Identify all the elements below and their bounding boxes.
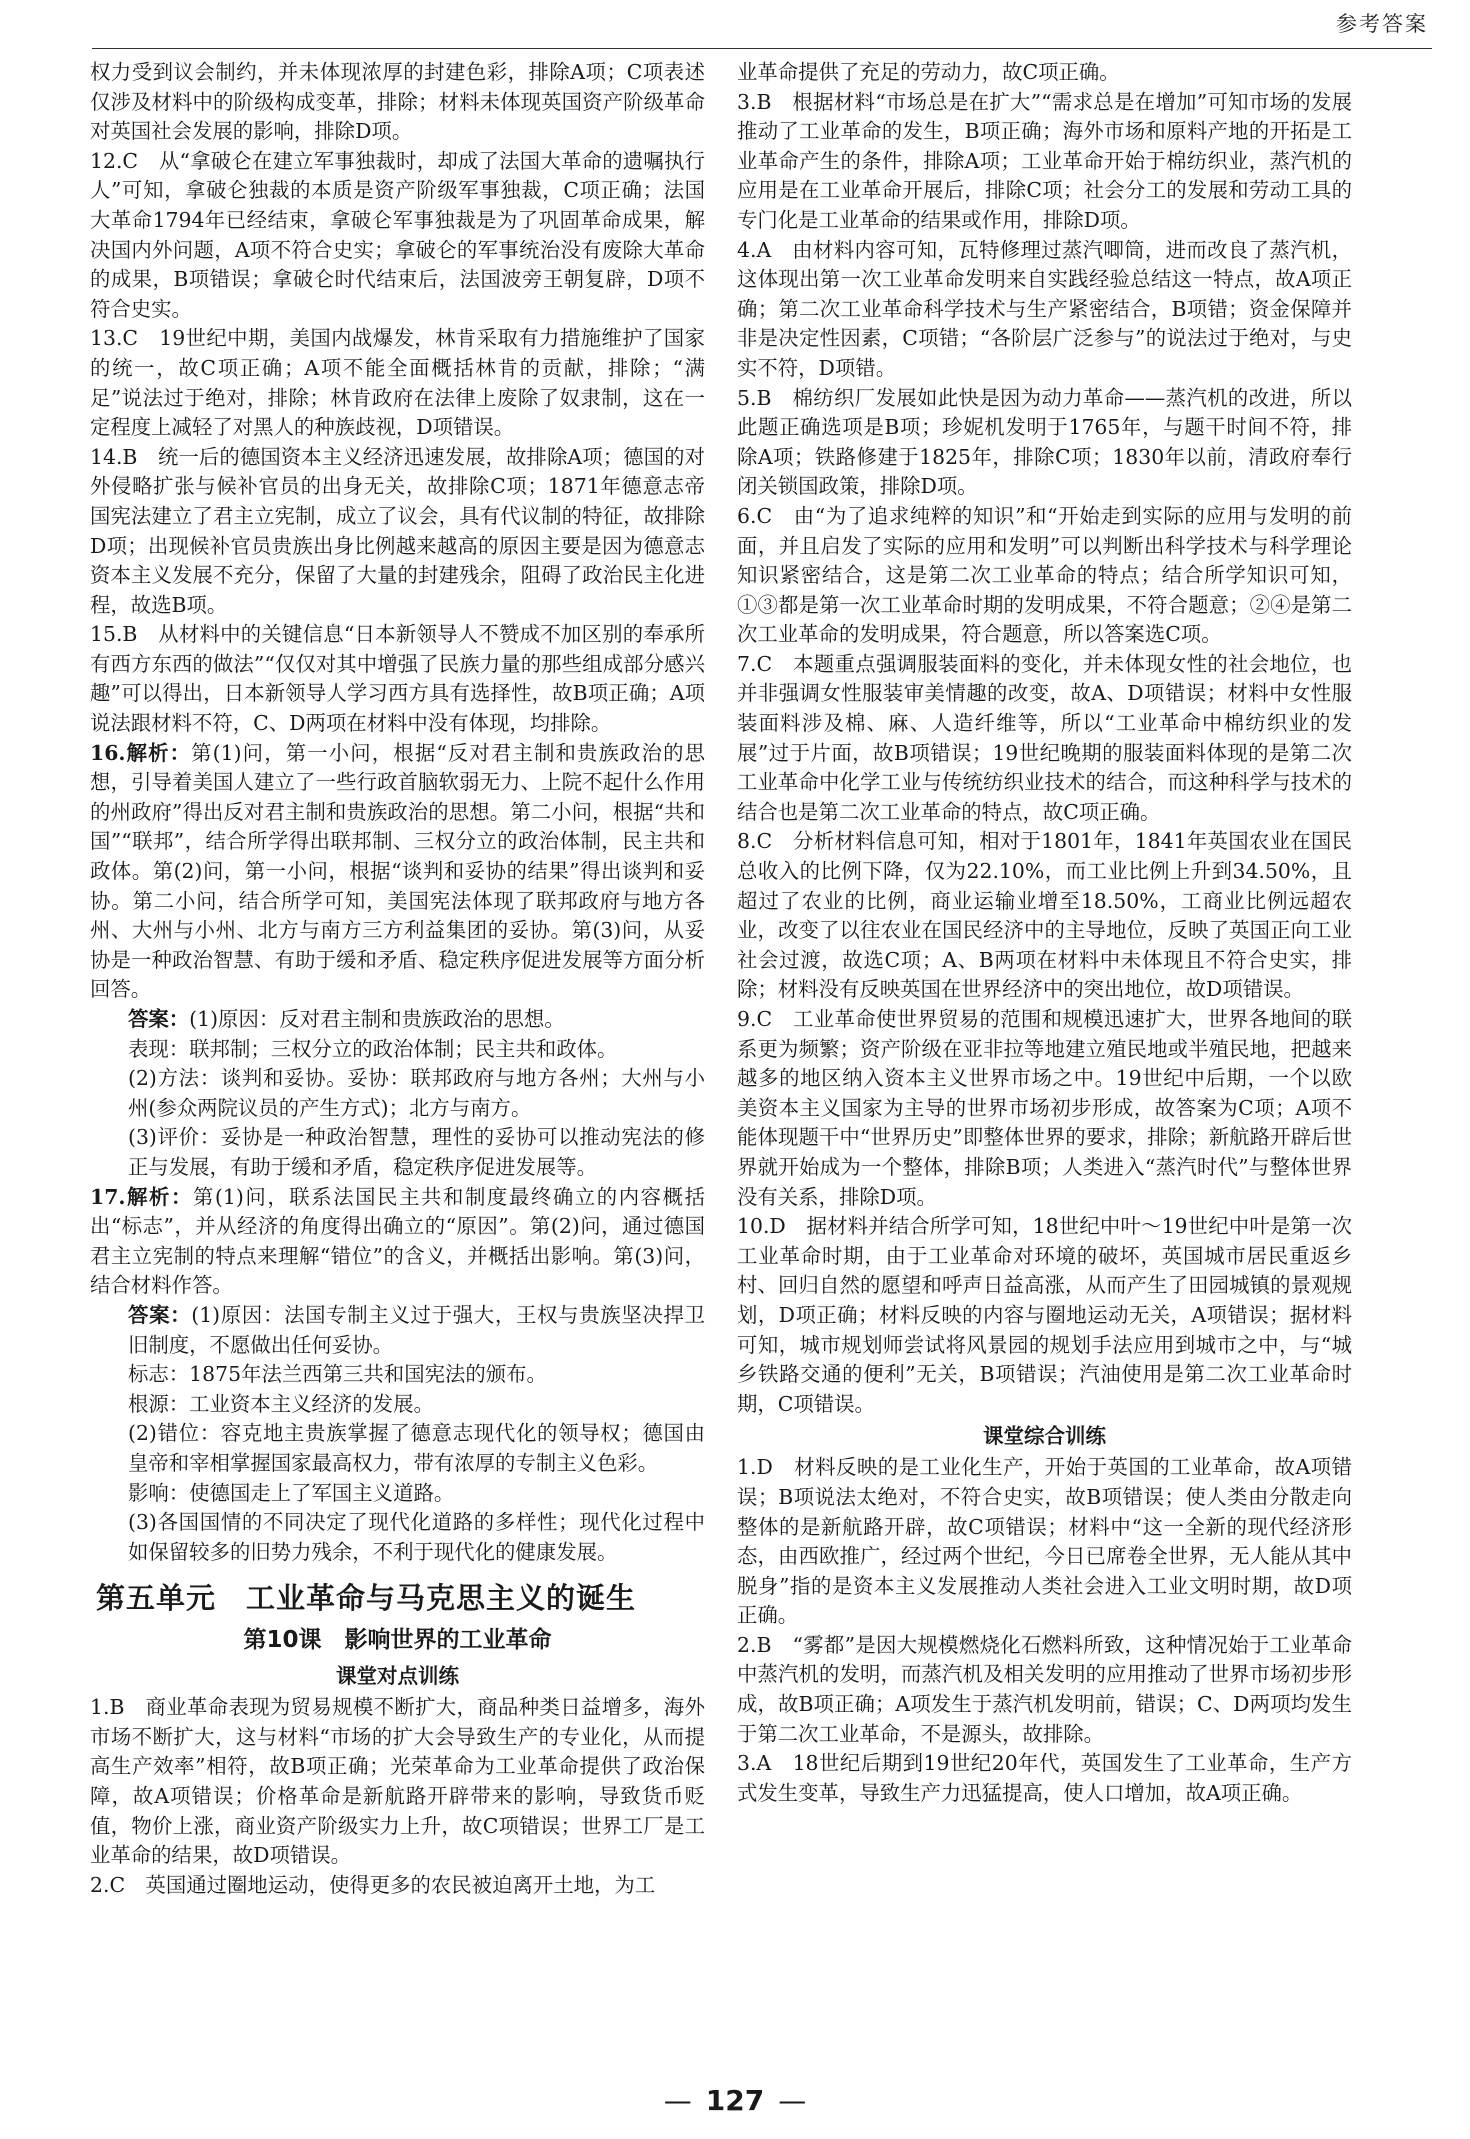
answer-item: 10.D 据材料并结合所学可知，18世纪中叶～19世纪中叶是第一次工业革命时期，由于工业革命对环境的破坏，英国城市居民重返乡村、回归自然的愿望和呼声日益高涨，从而产生了田园城镇的景观规划，D项正确；材料反映的内容与圈地运动无关，A项错误；据材料可知，城市规划师尝试将风景园的规划手法应用到城市之中，与“城乡铁路交通的便利”无关，B项错误；汽油使用是第二次工业革命时期，C项错误。 — [737, 1214, 1352, 1416]
answer-line: 表现：联邦制；三权分立的政治体制；民主共和政体。 — [128, 1036, 618, 1061]
answer-item: 2.C 英国通过圈地运动，使得更多的农民被迫离开土地，为工 — [90, 1872, 656, 1897]
analysis-text: 第(1)问，第一小问，根据“反对君主制和贵族政治的思想，引导着美国人建立了一些行政首脑软弱无力、上院不起什么作用的州政府”得出反对君主制和贵族政治的思想。第二小问，根据“共和国”“联邦”，结合所学得出联邦制、三权分立的政治体制，民主共和政体。第(2)问，第一小问，根据“谈判和妥协的结果”得出谈判和妥协。第二小问，结合所学可知，美国宪法体现了联邦政府与地方各州、大州与小州、北方与南方三方利益集团的妥协。第(3)问，从妥协是一种政治智慧、有助于缓和矛盾、稳定秩序促进发展等方面分析回答。 — [90, 740, 705, 1002]
page-number — [0, 2084, 1470, 2117]
answer-item: 业革命提供了充足的劳动力，故C项正确。 — [737, 60, 1120, 84]
answer-line: 答案：(1)原因：反对君主制和贵族政治的思想。 — [128, 1007, 565, 1031]
page-number-value: 127 — [705, 2084, 765, 2117]
answer-item: 7.C 本题重点强调服装面料的变化，并未体现女性的社会地位，也并非强调女性服装审美情趣的改变，故A、D项错误；材料中女性服装面料涉及棉、麻、人造纤维等，所以“工业革命中棉纺织业的发展”过于片面，故B项错误；19世纪晚期的服装面料体现的是第二次工业革命中化学工业与传统纺织业技术的结合，而这种科学与技术的结合也是第二次工业革命的特点，故C项正确。 — [737, 651, 1352, 824]
answer-item: 12.C 从“拿破仑在建立军事独裁时，却成了法国大革命的遗嘱执行人”可知，拿破仑独裁的本质是资产阶级军事独裁，C项正确；法国大革命1794年已经结束，拿破仑军事独裁是为了巩固革命成果，解决国内外问题，A项不符合史实；拿破仑的军事统治没有废除大革命的成果，B项错误；拿破仑时代结束后，法国波旁王朝复辟，D项不符合史实。 — [90, 148, 705, 321]
answer-item: 13.C 19世纪中期，美国内战爆发，林肯采取有力措施维护了国家的统一，故C项正确；A项不能全面概括林肯的贡献，排除；“满足”说法过于绝对，排除；林肯政府在法律上废除了奴隶制，这在一定程度上减轻了对黑人的种族歧视，D项错误。 — [90, 326, 705, 440]
answer-line: 标志：1875年法兰西第三共和国宪法的颁布。 — [128, 1362, 547, 1387]
answer-item: 5.B 棉纺织厂发展如此快是因为动力革命——蒸汽机的改进，所以此题正确选项是B项；珍妮机发明于1765年，与题干时间不符，排除A项；铁路修建于1825年，排除C项；1830年以前，清政府奉行闭关锁国政策，排除D项。 — [737, 385, 1352, 499]
analysis-label: 17.解析： — [90, 1184, 193, 1209]
answer-item: 2.B “雾都”是因大规模燃烧化石燃料所致，这种情况始于工业革命中蒸汽机的发明，而蒸汽机及相关发明的应用推动了世界市场初步形成，故B项正确；A项发生于蒸汽机发明前，错误；C、D两项均发生于第二次工业革命，不是源头，故排除。 — [737, 1632, 1352, 1746]
lesson-title: 第10课 影响世界的工业革命 — [243, 1627, 552, 1654]
page-dash-left: — — [663, 2084, 692, 2117]
answer-line: 答案：(1)原因：法国专制主义过于强大，王权与贵族坚决捍卫旧制度，不愿做出任何妥协。 — [128, 1302, 705, 1357]
answer-line: (3)评价：妥协是一种政治智慧，理性的妥协可以推动宪法的修正与发展，有助于缓和矛盾，稳定秩序促进发展等。 — [128, 1125, 705, 1179]
answer-label: 答案： — [128, 1302, 192, 1327]
right-column — [737, 58, 1352, 1808]
answer-item: 3.B 根据材料“市场总是在扩大”“需求总是在增加”可知市场的发展推动了工业革命的发生，B项正确；海外市场和原料产地的开拓是工业革命产生的条件，排除A项；工业革命开始于棉纺织业，蒸汽机的应用是在工业革命开展后，排除C项；社会分工的发展和劳动工具的专门化是工业革命的结果或作用，排除D项。 — [737, 89, 1352, 232]
answer-line: 影响：使德国走上了军国主义道路。 — [128, 1480, 455, 1505]
analysis-label: 16.解析： — [90, 740, 192, 765]
answer-line: (2)错位：容克地主贵族掌握了德意志现代化的领导权；德国由皇帝和宰相掌握国家最高权力，带有浓厚的专制主义色彩。 — [128, 1421, 705, 1475]
answer-item-16-analysis — [90, 739, 705, 1005]
answer-item-17-analysis — [90, 1183, 705, 1301]
answer-item: 15.B 从材料中的关键信息“日本新领导人不赞成不加区别的奉承所有西方东西的做法”“仅仅对其中增强了民族力量的那些组成部分感兴趣”可以得出，日本新领导人学习西方具有选择性，故B项正确；A项说法跟材料不符，C、D两项在材料中没有体现，均排除。 — [90, 622, 705, 736]
analysis-text: 第(1)问，联系法国民主共和制度最终确立的内容概括出“标志”，并从经济的角度得出确立的“原因”。第(2)问，通过德国君主立宪制的特点来理解“错位”的含义，并概括出影响。第(3)问，结合材料作答。 — [90, 1184, 705, 1298]
answer-item: 1.B 商业革命表现为贸易规模不断扩大，商品种类日益增多，海外市场不断扩大，这与材料“市场的扩大会导致生产的专业化，从而提高生产效率”相符，故B项正确；光荣革命为工业革命提供了政治保障，故A项错误；价格革命是新航路开辟带来的影响，导致货币贬值，物价上涨，商业资产阶级实力上升，故C项错误；世界工厂是工业革命的结果，故D项错误。 — [90, 1695, 705, 1868]
answer-item: 8.C 分析材料信息可知，相对于1801年，1841年英国农业在国民总收入的比例下降，仅为22.10%，而工业比例上升到34.50%，且超过了农业的比例，商业运输业增至18.50%，工商业比例远超农业，改变了以往农业在国民经济中的主导地位，反映了英国正向工业社会过渡，故选C项；A、B两项在材料中未体现且不符合史实，排除；材料没有反映英国在世界经济中的突出地位，故D项错误。 — [737, 829, 1352, 1002]
answer-item: 6.C 由“为了追求纯粹的知识”和“开始走到实际的应用与发明的前面，并且启发了实际的应用和发明”可以判断出科学技术与科学理论知识紧密结合，这是第二次工业革命的特点；结合所学知识可知，①③都是第一次工业革命时期的发明成果，不符合题意；②④是第二次工业革命的发明成果，符合题意，所以答案选C项。 — [737, 503, 1352, 647]
header-label: 参考答案 — [1336, 12, 1428, 36]
answer-item: 14.B 统一后的德国资本主义经济迅速发展，故排除A项；德国的对外侵略扩张与候补官员的出身无关，故排除C项；1871年德意志帝国宪法建立了君主立宪制，成立了议会，具有代议制的特征，故排除D项；出现候补官员贵族出身比例越来越高的原因主要是因为德意志资本主义发展不充分，保留了大量的封建残余，阻碍了政治民主化进程，故选B项。 — [90, 444, 705, 617]
section-title: 课堂综合训练 — [983, 1424, 1106, 1449]
answer-label: 答案： — [128, 1007, 190, 1031]
answer-line: 根源：工业资本主义经济的发展。 — [128, 1391, 434, 1416]
answer-item: 权力受到议会制约，并未体现浓厚的封建色彩，排除A项；C项表述仅涉及材料中的阶级构成变革，排除；材料未体现英国资产阶级革命对英国社会发展的影响，排除D项。 — [90, 60, 705, 144]
left-column — [90, 58, 705, 1900]
section-title: 课堂对点训练 — [336, 1664, 459, 1689]
answer-item: 9.C 工业革命使世界贸易的范围和规模迅速扩大，世界各地间的联系更为频繁；资产阶级在亚非拉等地建立殖民地或半殖民地，把越来越多的地区纳入资本主义世界市场之中。19世纪中后期，一个以欧美资本主义国家为主导的世界市场初步形成，故答案为C项；A项不能体现题干中“世界历史”即整体世界的要求，排除；新航路开辟后世界就开始成为一个整体，排除B项；人类进入“蒸汽时代”与整体世界没有关系，排除D项。 — [737, 1007, 1352, 1209]
answer-item: 1.D 材料反映的是工业化生产，开始于英国的工业革命，故A项错误；B项说法太绝对，不符合史实，故B项错误；使人类由分散走向整体的是新航路开辟，故C项错误；材料中“这一全新的现代经济形态，由西欧推广，经过两个世纪，今日已席卷全世界，无人能从其中脱身”指的是资本主义发展推动人类社会进入工业文明时期，故D项正确。 — [737, 1455, 1352, 1628]
answer-item: 4.A 由材料内容可知，瓦特修理过蒸汽唧筒，进而改良了蒸汽机，这体现出第一次工业革命发明来自实践经验总结这一特点，故A项正确；第二次工业革命科学技术与生产紧密结合，B项错；资金保障并非是决定性因素，C项错；“各阶层广泛参与”的说法过于绝对，与史实不符，D项错。 — [737, 237, 1352, 380]
page-dash-right: — — [778, 2084, 807, 2117]
answer-line: (2)方法：谈判和妥协。妥协：联邦政府与地方各州；大州与小州(参众两院议员的产生方式)；北方与南方。 — [128, 1066, 705, 1120]
answer-item: 3.A 18世纪后期到19世纪20年代，英国发生了工业革命，生产方式发生变革，导致生产力迅猛提高，使人口增加，故A项正确。 — [737, 1751, 1352, 1805]
header-rule — [92, 48, 1432, 49]
answer-line: (3)各国国情的不同决定了现代化道路的多样性；现代化过程中如保留较多的旧势力残余，不利于现代化的健康发展。 — [128, 1510, 705, 1564]
unit-title: 第五单元 工业革命与马克思主义的诞生 — [96, 1581, 637, 1616]
